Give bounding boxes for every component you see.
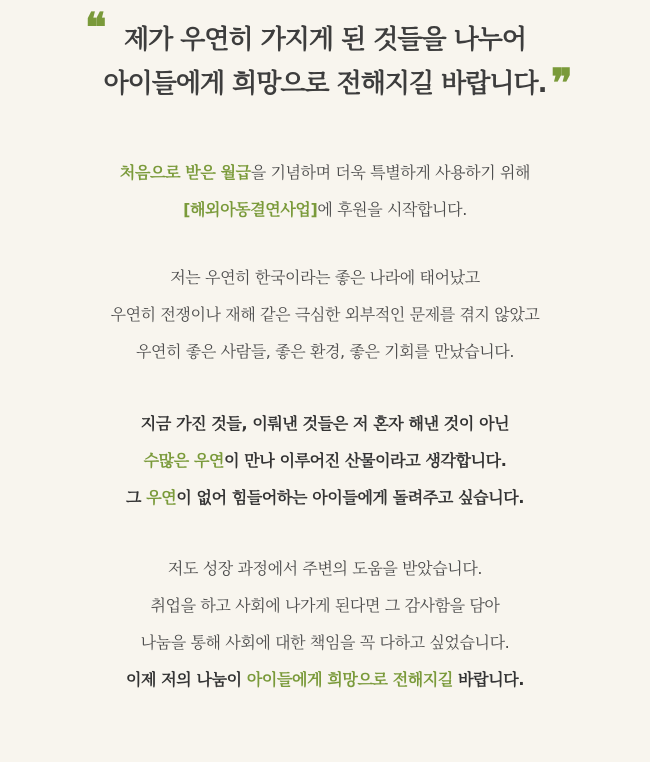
p2-line-2: 우연히 전쟁이나 재해 같은 극심한 외부적인 문제를 겪지 않았고 — [110, 305, 540, 324]
p3-line-2 — [0, 442, 650, 479]
p1-line-1-text: 을 기념하며 더욱 특별하게 사용하기 위해 — [250, 163, 531, 182]
quote-line-2: 아이들에게 희망으로 전해지길 바랍니다. — [103, 69, 547, 99]
highlight-many-chances: 수많은 우연 — [143, 451, 225, 470]
p1-line-2-text: 에 후원을 시작합니다. — [317, 200, 467, 219]
highlight-chance: 우연 — [146, 488, 177, 507]
highlight-hope-message: 아이들에게 희망으로 전해지길 — [246, 670, 453, 689]
p1-line-1 — [0, 154, 650, 191]
highlight-first-salary: 처음으로 받은 월급 — [119, 163, 251, 182]
paragraph-sharing — [0, 550, 650, 698]
paragraph-first-salary — [0, 154, 650, 228]
quote-line-1: 제가 우연히 가지게 된 것들을 나누어 — [124, 25, 526, 55]
p2-line-3: 우연히 좋은 사람들, 좋은 환경, 좋은 기회를 만났습니다. — [135, 342, 515, 361]
p4-line-4-text: 바랍니다. — [452, 670, 525, 689]
p4-line-4 — [0, 661, 650, 698]
p4-line-3: 나눔을 통해 사회에 대한 책임을 꼭 다하고 싶었습니다. — [140, 633, 510, 652]
paragraph-chance — [0, 405, 650, 516]
p4-line-4-prefix: 이제 저의 나눔이 — [125, 670, 247, 689]
p4-line-1: 저도 성장 과정에서 주변의 도움을 받았습니다. — [167, 559, 483, 578]
highlight-program-name: [해외아동결연사업] — [183, 200, 318, 219]
p2-line-1: 저는 우연히 한국이라는 좋은 나라에 태어났고 — [170, 268, 480, 287]
paragraph-luck — [0, 259, 650, 370]
p4-line-2: 취업을 하고 사회에 나가게 된다면 그 감사함을 담아 — [150, 596, 500, 615]
p3-line-3 — [0, 479, 650, 516]
p3-line-2-text: 이 만나 이루어진 산물이라고 생각합니다. — [224, 451, 507, 470]
close-quote-icon: ❞ — [551, 60, 573, 107]
p3-line-3-text: 이 없어 힘들어하는 아이들에게 돌려주고 싶습니다. — [176, 488, 525, 507]
p3-line-3-prefix: 그 — [125, 488, 147, 507]
open-quote-icon: ❝ — [85, 4, 107, 51]
p3-line-1: 지금 가진 것들, 이뤄낸 것들은 저 혼자 해낸 것이 아닌 — [140, 414, 510, 433]
p1-line-2 — [0, 191, 650, 228]
